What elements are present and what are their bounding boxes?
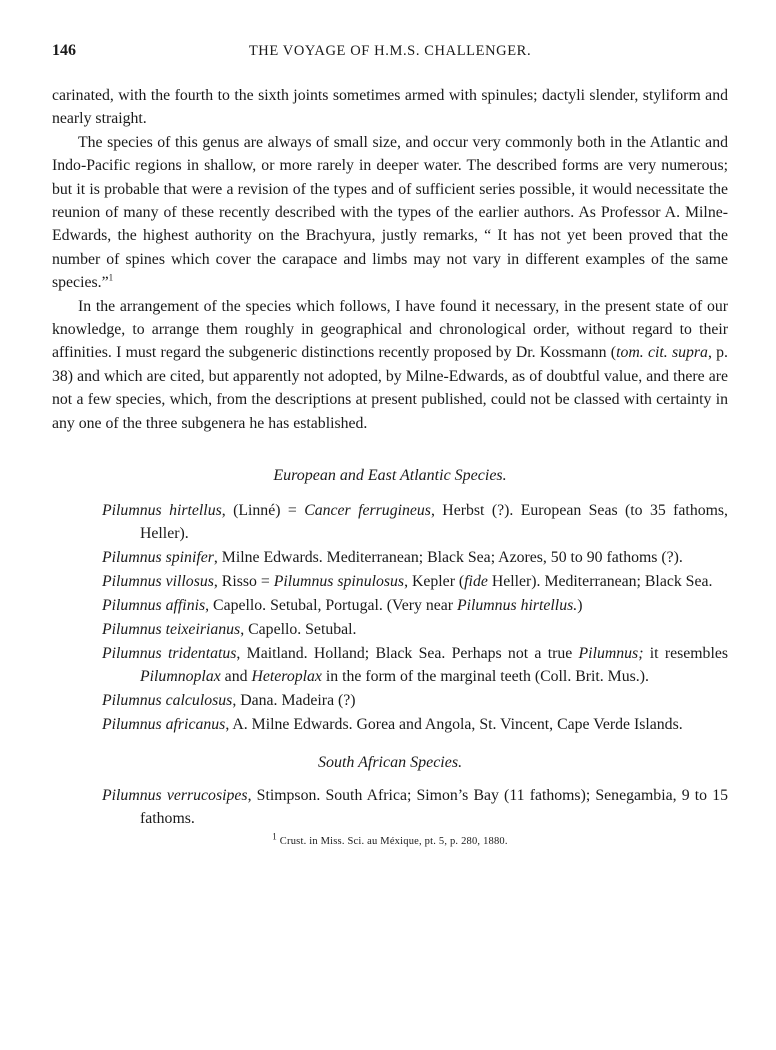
species-entry: Pilumnus verrucosipes, Stimpson. South Africa; Simon’s Bay (11 fathoms); Senegambia, 9 to 15 fathoms. xyxy=(102,787,728,828)
footnote-text: Crust. in Miss. Sci. au Méxique, pt. 5, p. 280, 1880. xyxy=(276,836,508,848)
page xyxy=(52,38,728,847)
species-entry: Pilumnus africanus, A. Milne Edwards. Gorea and Angola, St. Vincent, Cape Verde Islands. xyxy=(102,716,683,734)
species-entry: Pilumnus teixeirianus, Capello. Setubal. xyxy=(102,621,357,639)
page-number: 146 xyxy=(52,42,76,59)
species-entry: Pilumnus villosus, Risso = Pilumnus spinulosus, Kepler (fide Heller). Mediterranean; Black Sea. xyxy=(102,573,713,591)
species-entry: Pilumnus spinifer, Milne Edwards. Mediterranean; Black Sea; Azores, 50 to 90 fathoms (?). xyxy=(102,549,683,567)
species-list-european xyxy=(52,499,728,736)
paragraph-text: The species of this genus are always of small size, and occur very commonly both in the Atlantic and Indo-Pacific regions in shallow, or more rarely in deeper water. The described forms are very numerous; but it is probable that were a revision of the types and of sufficient series possible, it would necessitate the reunion of many of these recently described with the types of the earlier authors. As Professor A. Milne-Edwards, the highest authority on the Brachyura, justly remarks, “ It has not yet been proved that the number of spines which cover the carapace and limbs may not vary in different examples of the same species.” xyxy=(52,133,728,292)
paragraph-text: In the arrangement of the species which follows, I have found it necessary, in the present state of our knowledge, to arrange them roughly in geographical and chronological order, without regard to their affinities. I must regard the subgeneric distinctions recently proposed by Dr. Kossmann ( xyxy=(52,297,728,362)
paragraph-continuation: carinated, with the fourth to the sixth joints sometimes armed with spinules; dactyli slender, styliform and nearly straight. xyxy=(52,87,728,128)
paragraph-text: , p. 38) and which are cited, but apparently not adopted, by Milne-Edwards, as of doubtful value, and there are not a few species, which, from the descriptions at present published, could not be classed with certainty in any one of the three subgenera he has established. xyxy=(52,344,729,432)
paragraph-arrangement xyxy=(52,295,728,435)
species-entry: Pilumnus affinis, Capello. Setubal, Portugal. (Very near Pilumnus hirtellus.) xyxy=(102,597,583,615)
body-text xyxy=(52,84,728,435)
section-title-european: European and East Atlantic Species. xyxy=(273,467,507,485)
section-title-south-african: South African Species. xyxy=(317,754,463,772)
footnote-ref: 1 xyxy=(108,272,114,283)
footnote-mark: 1 xyxy=(272,831,277,842)
running-title: THE VOYAGE OF H.M.S. CHALLENGER. xyxy=(248,43,532,59)
species-list-south-african xyxy=(52,784,728,830)
paragraph-species-size xyxy=(52,131,728,295)
page-header xyxy=(52,38,728,64)
footnote xyxy=(52,831,728,848)
species-entry: Pilumnus calculosus, Dana. Madeira (?) xyxy=(102,692,356,710)
species-entry: Pilumnus tridentatus, Maitland. Holland; Black Sea. Perhaps not a true Pilumnus; it resembles Pilumnoplax and Heteroplax in the form of the marginal teeth (Coll. Brit. Mus.). xyxy=(102,645,728,686)
citation-italic: tom. cit. supra xyxy=(616,344,708,362)
species-entry: Pilumnus hirtellus, (Linné) = Cancer ferrugineus, Herbst (?). European Seas (to 35 fathoms, Heller). xyxy=(102,502,729,543)
